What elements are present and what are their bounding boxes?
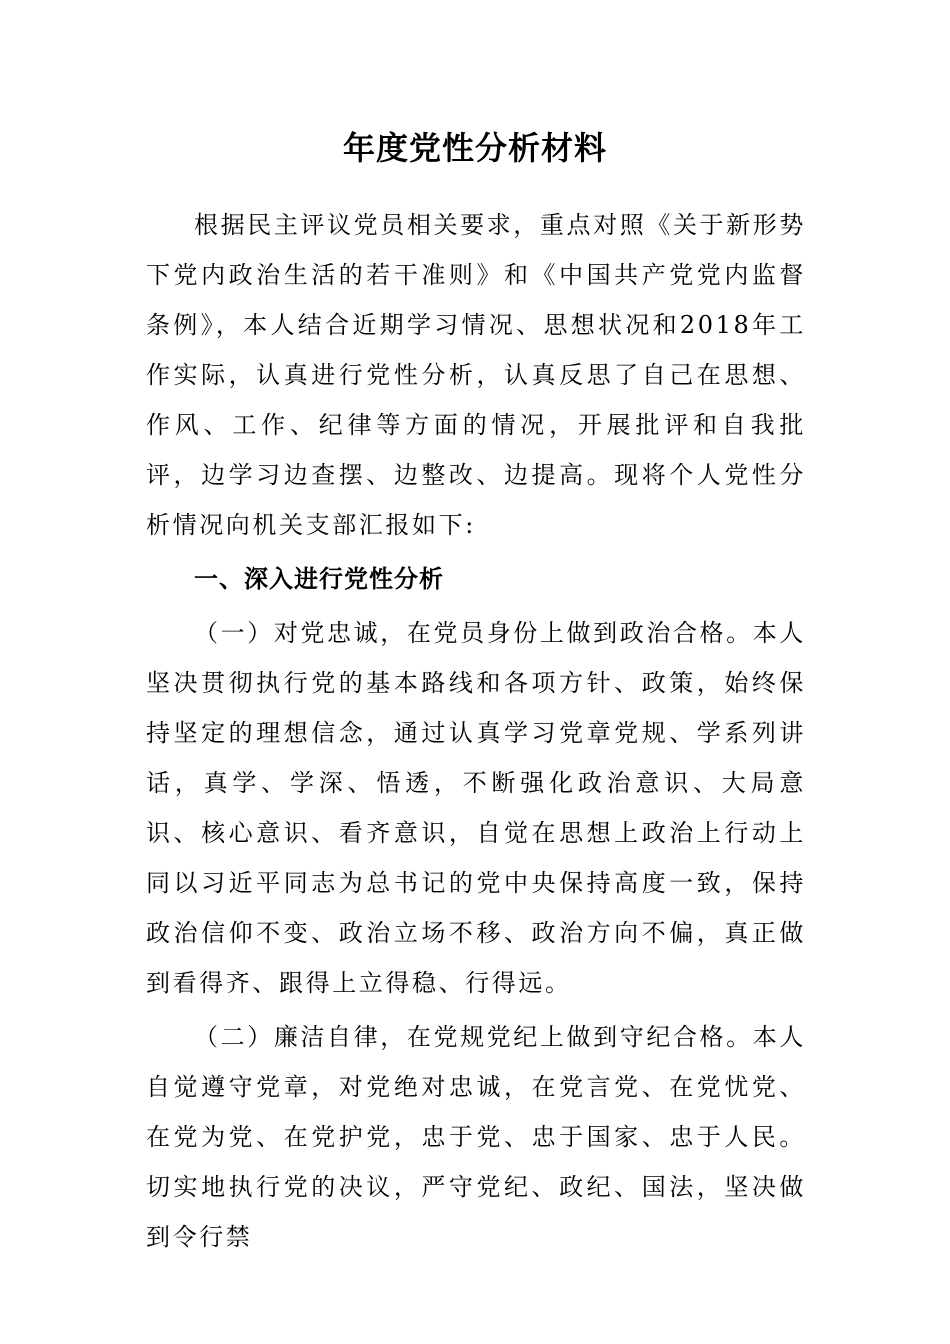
intro-paragraph: 根据民主评议党员相关要求，重点对照《关于新形势下党内政治生活的若干准则》和《中国共产党党内监督条例》，本人结合近期学习情况、思想状况和2018年工作实际，认真进行党性分析，认真反思了自己在思想、作风、工作、纪律等方面的情况，开展批评和自我批评，边学习边查摆、边整改、边提高。现将个人党性分析情况向机关支部汇报如下: [146,211,806,539]
document-body [146,200,806,1262]
document-title: 年度党性分析材料 [342,129,607,167]
section-heading: 一、深入进行党性分析 [194,565,444,593]
item-paragraph-2: （二）廉洁自律，在党规党纪上做到守纪合格。本人自觉遵守党章，对党绝对忠诚，在党言党、在党忧党、在党为党、在党护党，忠于党、忠于国家、忠于人民。切实地执行党的决议，严守党纪、政纪、国法，坚决做到令行禁 [146,1023,806,1251]
item-paragraph-1: （一）对党忠诚，在党员身份上做到政治合格。本人坚决贯彻执行党的基本路线和各项方针、政策，始终保持坚定的理想信念，通过认真学习党章党规、学系列讲话，真学、学深、悟透，不断强化政治意识、大局意识、核心意识、看齐意识，自觉在思想上政治上行动上同以习近平同志为总书记的党中央保持高度一致，保持政治信仰不变、政治立场不移、政治方向不偏，真正做到看得齐、跟得上立得稳、行得远。 [146,619,806,997]
